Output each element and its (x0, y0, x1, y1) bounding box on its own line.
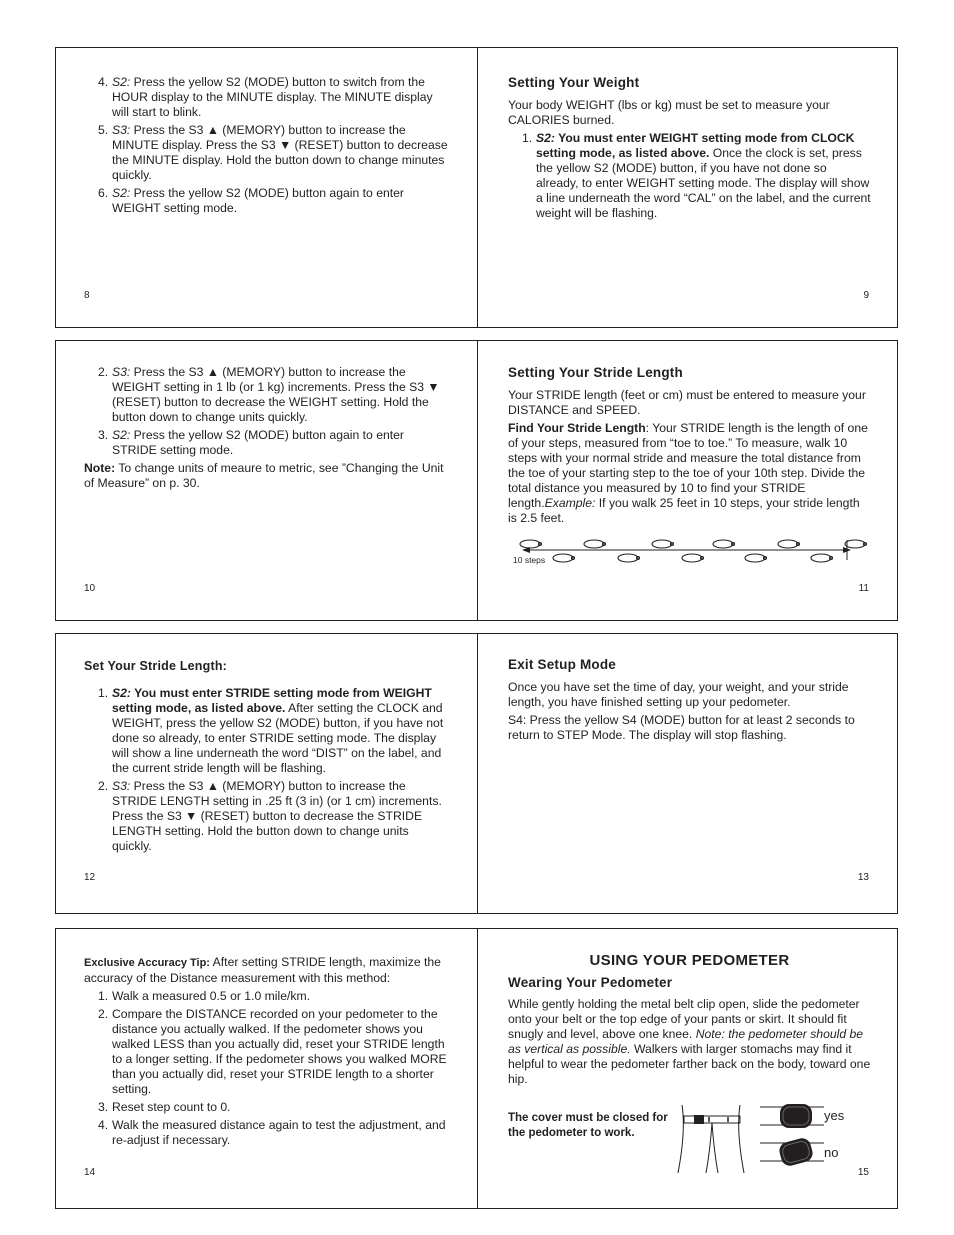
list-item (84, 365, 449, 425)
find-text: : Your STRIDE length is the length of one of your steps, measured from “toe to toe.” To measure, walk 10 steps with your normal stride and measure the total distance from the toe of your starting step to the toe of your 10th step. Divide the total distance you measured by 10 to find your STRIDE length. (508, 421, 868, 510)
section-heading: Exit Setup Mode (508, 657, 617, 672)
chapter-title: USING YOUR PEDOMETER (589, 952, 790, 969)
note-label: Note: (84, 461, 116, 475)
find-stride-paragraph (508, 421, 871, 526)
section-heading: Setting Your Weight (508, 75, 640, 90)
spread-pages-12-13 (55, 633, 898, 914)
page-number: 8 (84, 290, 90, 301)
item-number: 6. (98, 186, 109, 200)
item-text: Walk the measured distance again to test the adjustment, and re-adjust if necessary. (112, 1118, 446, 1147)
intro-text: Your STRIDE length (feet or cm) must be entered to measure your DISTANCE and SPEED. (508, 388, 866, 417)
page-12-body (84, 659, 449, 857)
page-number: 13 (857, 872, 869, 883)
section-heading: Set Your Stride Length: (84, 659, 228, 673)
paragraph-text: While gently holding the metal belt clip open, slide the pedometer onto your belt or the top edge of your pants or skirt. It should fit snugly and level, above one knee. (508, 997, 860, 1041)
section-heading: Setting Your Stride Length (508, 365, 683, 380)
page-15-body (508, 953, 871, 1090)
item-key: S2: (536, 131, 555, 145)
page-9 (478, 48, 897, 327)
item-text: Press the yellow S2 (MODE) button again to enter STRIDE setting mode. (112, 428, 404, 457)
item-bold-text: You must enter WEIGHT setting mode from CLOCK setting mode, as listed above. (536, 131, 855, 160)
list-item (84, 123, 449, 183)
item-text: Once the clock is set, press the yellow S2 (MODE) button, if you have not done so already, to enter WEIGHT setting mode. The display will show a line underneath the word “CAL” on the label, and the current weight will be flashing. (536, 146, 871, 220)
item-number: 5. (98, 123, 109, 137)
page-number: 9 (863, 290, 869, 301)
item-text: Press the yellow S2 (MODE) button to switch from the HOUR display to the MINUTE display. The MINUTE display will start to blink. (112, 75, 433, 119)
item-key: S2: (112, 686, 131, 700)
page-11 (478, 341, 897, 620)
paragraph: S4: Press the yellow S4 (MODE) button for at least 2 seconds to return to STEP Mode. The display will stop flashing. (508, 713, 855, 742)
item-key: S3: (112, 779, 131, 793)
steps-list (84, 75, 449, 216)
item-bold-text: You must enter STRIDE setting mode from WEIGHT setting mode, as listed above. (112, 686, 432, 715)
example-label: Example: (544, 496, 596, 510)
list-item (84, 428, 449, 458)
paragraph-text: Walkers with larger stomachs may find it helpful to wear the pedometer farther back on the body, toward one hip. (508, 1042, 871, 1086)
item-text: Reset step count to 0. (112, 1100, 231, 1114)
steps-list (508, 131, 871, 221)
item-key: S3: (112, 123, 131, 137)
page-9-body (508, 75, 871, 224)
list-item (84, 1100, 449, 1115)
page-number: 14 (84, 1167, 96, 1178)
steps-list (84, 365, 449, 458)
item-key: S2: (112, 75, 131, 89)
section-heading: Wearing Your Pedometer (508, 975, 673, 990)
item-number: 4. (98, 75, 109, 89)
find-label: Find Your Stride Length (508, 421, 646, 435)
no-label: no (824, 1145, 839, 1160)
item-number: 1. (522, 131, 533, 145)
accuracy-tip (84, 955, 449, 986)
page-13-body (508, 657, 871, 746)
spread-pages-14-15 (55, 928, 898, 1209)
item-number: 1. (98, 989, 109, 1003)
stride-footprints-figure (508, 537, 873, 569)
item-number: 1. (98, 686, 109, 700)
item-text: Press the yellow S2 (MODE) button again to enter WEIGHT setting mode. (112, 186, 404, 215)
page-14 (56, 929, 478, 1208)
spread-pages-8-9 (55, 47, 898, 328)
list-item (84, 779, 449, 854)
page-number: 10 (84, 583, 96, 594)
pedometer-figure (676, 1101, 861, 1175)
list-item (84, 989, 449, 1004)
note-text: To change units of meaure to metric, see ”Changing the Unit of Measure” on p. 30. (84, 461, 444, 490)
steps-list (84, 686, 449, 854)
page-number: 12 (84, 872, 96, 883)
example-text: If you walk 25 feet in 10 steps, your stride length is 2.5 feet. (508, 496, 860, 525)
note (84, 461, 449, 491)
page-15 (478, 929, 897, 1208)
item-text: Press the S3 ▲ (MEMORY) button to increase the MINUTE display. Press the S3 ▼ (RESET) button to decrease the MINUTE display. Hold the button down to change minutes quickly. (112, 123, 448, 182)
item-number: 2. (98, 365, 109, 379)
page-8-body (84, 75, 449, 219)
tip-label: Exclusive Accuracy Tip: (84, 957, 210, 969)
intro-text: Your body WEIGHT (lbs or kg) must be set to measure your CALORIES burned. (508, 98, 830, 127)
item-text: Walk a measured 0.5 or 1.0 mile/km. (112, 989, 311, 1003)
page-number: 11 (858, 583, 869, 594)
item-text: Press the S3 ▲ (MEMORY) button to increase the STRIDE LENGTH setting in .25 ft (3 in) (or 1 cm) increments. Press the S3 ▼ (RESET) button to decrease the STRIDE LENGTH setting. Hold the button down to change units quickly. (112, 779, 442, 853)
paragraph (508, 997, 871, 1087)
spread-pages-10-11 (55, 340, 898, 621)
item-key: S2: (112, 186, 131, 200)
item-number: 4. (98, 1118, 109, 1132)
list-item (84, 1007, 449, 1097)
page-10 (56, 341, 478, 620)
item-number: 3. (98, 428, 109, 442)
page-12 (56, 634, 478, 913)
item-number: 3. (98, 1100, 109, 1114)
cover-caption: The cover must be closed for the pedometer to work. (508, 1112, 668, 1139)
list-item (508, 131, 871, 221)
paragraph: Once you have set the time of day, your weight, and your stride length, you have finished setting up your pedometer. (508, 680, 849, 709)
item-number: 2. (98, 1007, 109, 1021)
page-number: 15 (857, 1167, 869, 1178)
list-item (84, 1118, 449, 1148)
page-10-body (84, 365, 449, 494)
list-item (84, 75, 449, 120)
list-item (84, 186, 449, 216)
figure-label: 10 steps (513, 555, 546, 565)
page-14-body (84, 955, 449, 1151)
page-11-body (508, 365, 871, 529)
item-text: After setting the CLOCK and WEIGHT, press the yellow S2 (MODE) button, if you have not done so already, to enter STRIDE setting mode. The display will show a line underneath the word “DIST” on the label, and the current stride length will be flashing. (112, 701, 444, 775)
italic-note: Note: the pedometer should be as vertical as possible. (508, 1027, 864, 1056)
page-13 (478, 634, 897, 913)
page-8 (56, 48, 478, 327)
item-text: Press the S3 ▲ (MEMORY) button to increase the WEIGHT setting in 1 lb (or 1 kg) increments. Press the S3 ▼ (RESET) button to decrease the WEIGHT setting. Hold the button down to change units quickly. (112, 365, 440, 424)
yes-label: yes (824, 1108, 845, 1123)
item-key: S3: (112, 365, 131, 379)
tip-text: After setting STRIDE length, maximize the accuracy of the Distance measurement with this method: (84, 955, 441, 985)
item-number: 2. (98, 779, 109, 793)
item-key: S2: (112, 428, 131, 442)
item-text: Compare the DISTANCE recorded on your pedometer to the distance you actually walked. If the pedometer shows you walked LESS than you actually did, reset your STRIDE length to a longer setting. If the pedometer shows you walked MORE than you actually did, reset your STRIDE length to a shorter setting. (112, 1007, 447, 1096)
footprints-illustration (508, 537, 873, 569)
steps-list (84, 989, 449, 1148)
list-item (84, 686, 449, 776)
